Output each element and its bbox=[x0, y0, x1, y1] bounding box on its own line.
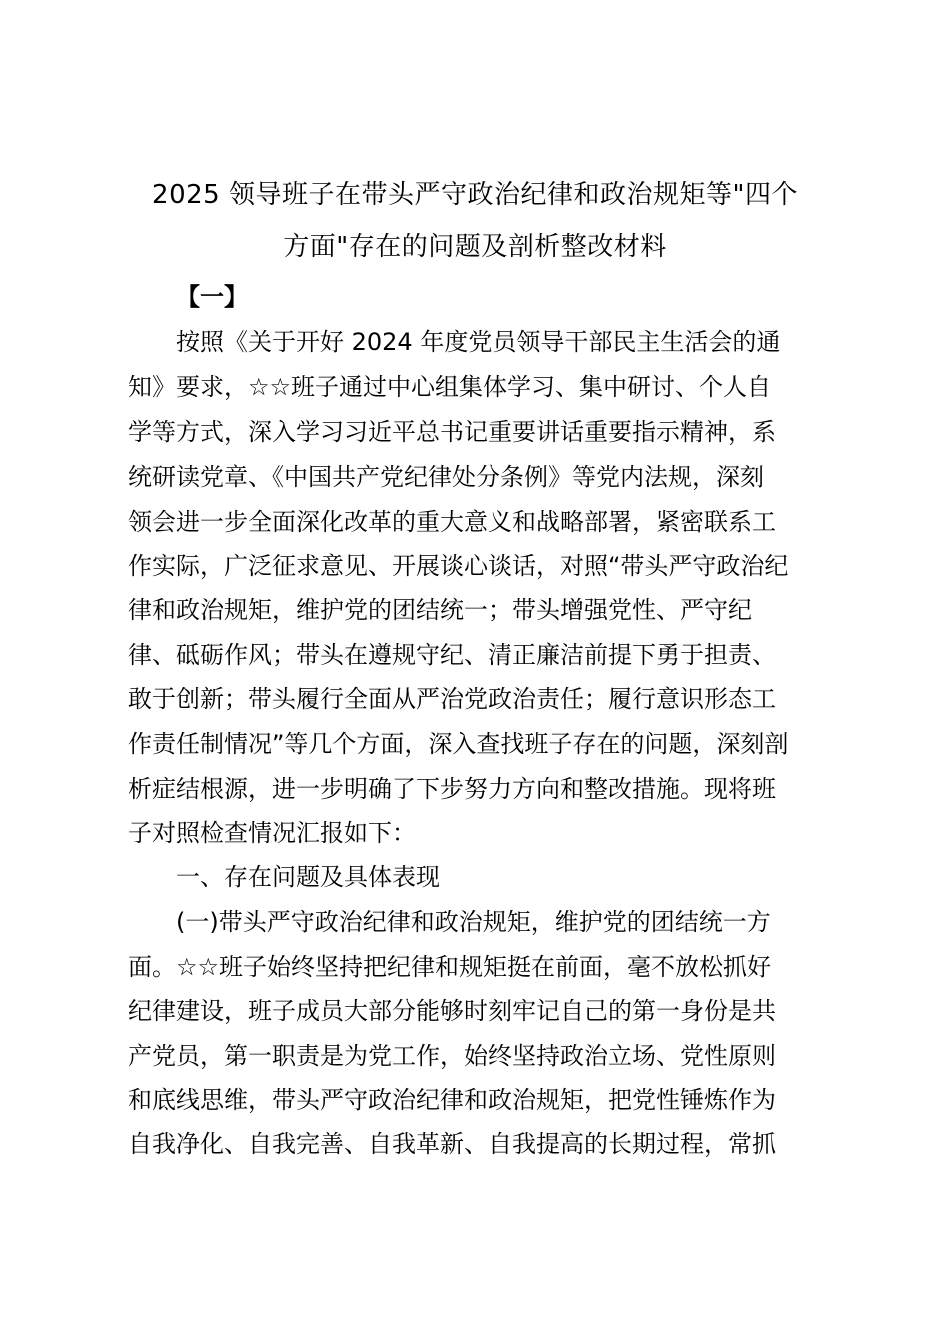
paragraph-line: 面。☆☆班子始终坚持把纪律和规矩挺在前面，毫不放松抓好 bbox=[128, 953, 772, 981]
paragraph-line: 析症结根源，进一步明确了下步努力方向和整改措施。现将班 bbox=[128, 775, 776, 803]
paragraph-line: 和底线思维，带头严守政治纪律和政治规矩，把党性锤炼作为 bbox=[128, 1086, 776, 1114]
paragraph-line: 产党员，第一职责是为党工作，始终坚持政治立场、党性原则 bbox=[128, 1042, 776, 1070]
paragraph-line: 知》要求，☆☆班子通过中心组集体学习、集中研讨、个人自 bbox=[128, 373, 772, 401]
document-title-line-1: 2025 领导班子在带头严守政治纪律和政治规矩等"四个 bbox=[152, 180, 798, 210]
paragraph-line: 统研读党章、《中国共产党纪律处分条例》等党内法规，深刻 bbox=[128, 463, 764, 491]
paragraph-line: 敢于创新；带头履行全面从严治党政治责任；履行意识形态工 bbox=[128, 685, 776, 713]
paragraph-line: 律和政治规矩，维护党的团结统一；带头增强党性、严守纪 bbox=[128, 596, 752, 624]
paragraph-line: 作实际，广泛征求意见、开展谈心谈话，对照“带头严守政治纪 bbox=[128, 552, 789, 580]
section-marker: 【一】 bbox=[176, 283, 248, 311]
paragraph-line: 自我净化、自我完善、自我革新、自我提高的长期过程，常抓 bbox=[128, 1130, 776, 1158]
document-title-line-2: 方面"存在的问题及剖析整改材料 bbox=[283, 232, 667, 262]
paragraph-line: 学等方式，深入学习习近平总书记重要讲话重要指示精神，系 bbox=[128, 418, 776, 446]
paragraph-line: 律、砥砺作风；带头在遵规守纪、清正廉洁前提下勇于担责、 bbox=[128, 641, 776, 669]
paragraph-line: 子对照检查情况汇报如下： bbox=[128, 819, 416, 847]
paragraph-line: 作责任制情况”等几个方面，深入查找班子存在的问题，深刻剖 bbox=[128, 730, 789, 758]
paragraph-line: 纪律建设，班子成员大部分能够时刻牢记自己的第一身份是共 bbox=[128, 997, 776, 1025]
paragraph-line: (一)带头严守政治纪律和政治规矩，维护党的团结统一方 bbox=[176, 908, 771, 936]
paragraph-line: 按照《关于开好 2024 年度党员领导干部民主生活会的通 bbox=[176, 328, 781, 356]
section-heading: 一、存在问题及具体表现 bbox=[176, 863, 440, 891]
paragraph-line: 领会进一步全面深化改革的重大意义和战略部署，紧密联系工 bbox=[128, 508, 776, 536]
